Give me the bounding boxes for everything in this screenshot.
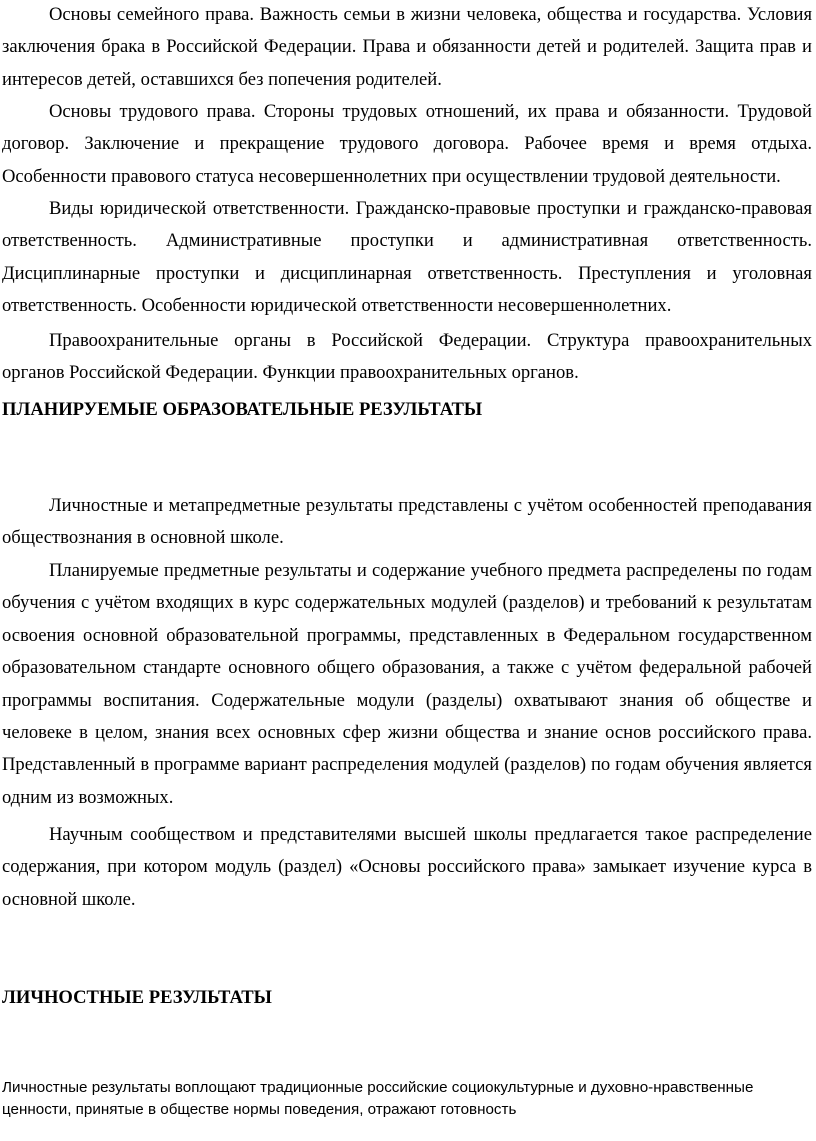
heading-planned-results: ПЛАНИРУЕМЫЕ ОБРАЗОВАТЕЛЬНЫЕ РЕЗУЛЬТАТЫ xyxy=(2,399,483,420)
paragraph-scientific-community: Научным сообществом и представителями высшей школы предлагается такое распределение содержания, при котором модуль (раздел) «Основы российского права» замыкает изучение курса в основной школе. xyxy=(2,824,812,910)
heading-personal-results: ЛИЧНОСТНЫЕ РЕЗУЛЬТАТЫ xyxy=(2,987,272,1008)
paragraph-personal-metasubject: Личностные и метапредметные результаты представлены с учётом особенностей преподавания обществознания в основной школе. xyxy=(2,495,812,549)
paragraph-subject-results: Планируемые предметные результаты и содержание учебного предмета распределены по годам обучения с учётом входящих в курс содержательных модулей (разделов) и требований к результатам освоения основной образовательной программы, представленных в Федеральном государственном образовательном стандарте основного общего образования, а также с учётом федеральной рабочей программы воспитания. Содержательные модули (разделы) охватывают знания об обществе и человеке в целом, знания всех основных сфер жизни общества и знание основ российского права. Представленный в программе вариант распределения модулей (разделов) по годам обучения является одним из возможных. xyxy=(2,560,812,808)
paragraph-personal-results: Личностные результаты воплощают традиционные российские социокультурные и духовно-нравственные ценности, принятые в обществе нормы поведения, отражают готовность xyxy=(2,1079,754,1118)
paragraph-legal-responsibility: Виды юридической ответственности. Гражданско-правовые проступки и гражданско-правовая ответственность. Административные проступки и административная ответственность. Дисциплинарные проступки и дисциплинарная ответственность. Преступления и уголовная ответственность. Особенности юридической ответственности несовершеннолетних. xyxy=(2,198,812,317)
paragraph-labor-law: Основы трудового права. Стороны трудовых отношений, их права и обязанности. Трудовой договор. Заключение и прекращение трудового договора. Рабочее время и время отдыха. Особенности правового статуса несовершеннолетних при осуществлении трудовой деятельности. xyxy=(2,101,812,187)
paragraph-family-law: Основы семейного права. Важность семьи в жизни человека, общества и государства. Условия заключения брака в Российской Федерации. Права и обязанности детей и родителей. Защита прав и интересов детей, оставшихся без попечения родителей. xyxy=(2,4,812,90)
paragraph-law-enforcement: Правоохранительные органы в Российской Федерации. Структура правоохранительных органов Российской Федерации. Функции правоохранительных органов. xyxy=(2,330,812,384)
